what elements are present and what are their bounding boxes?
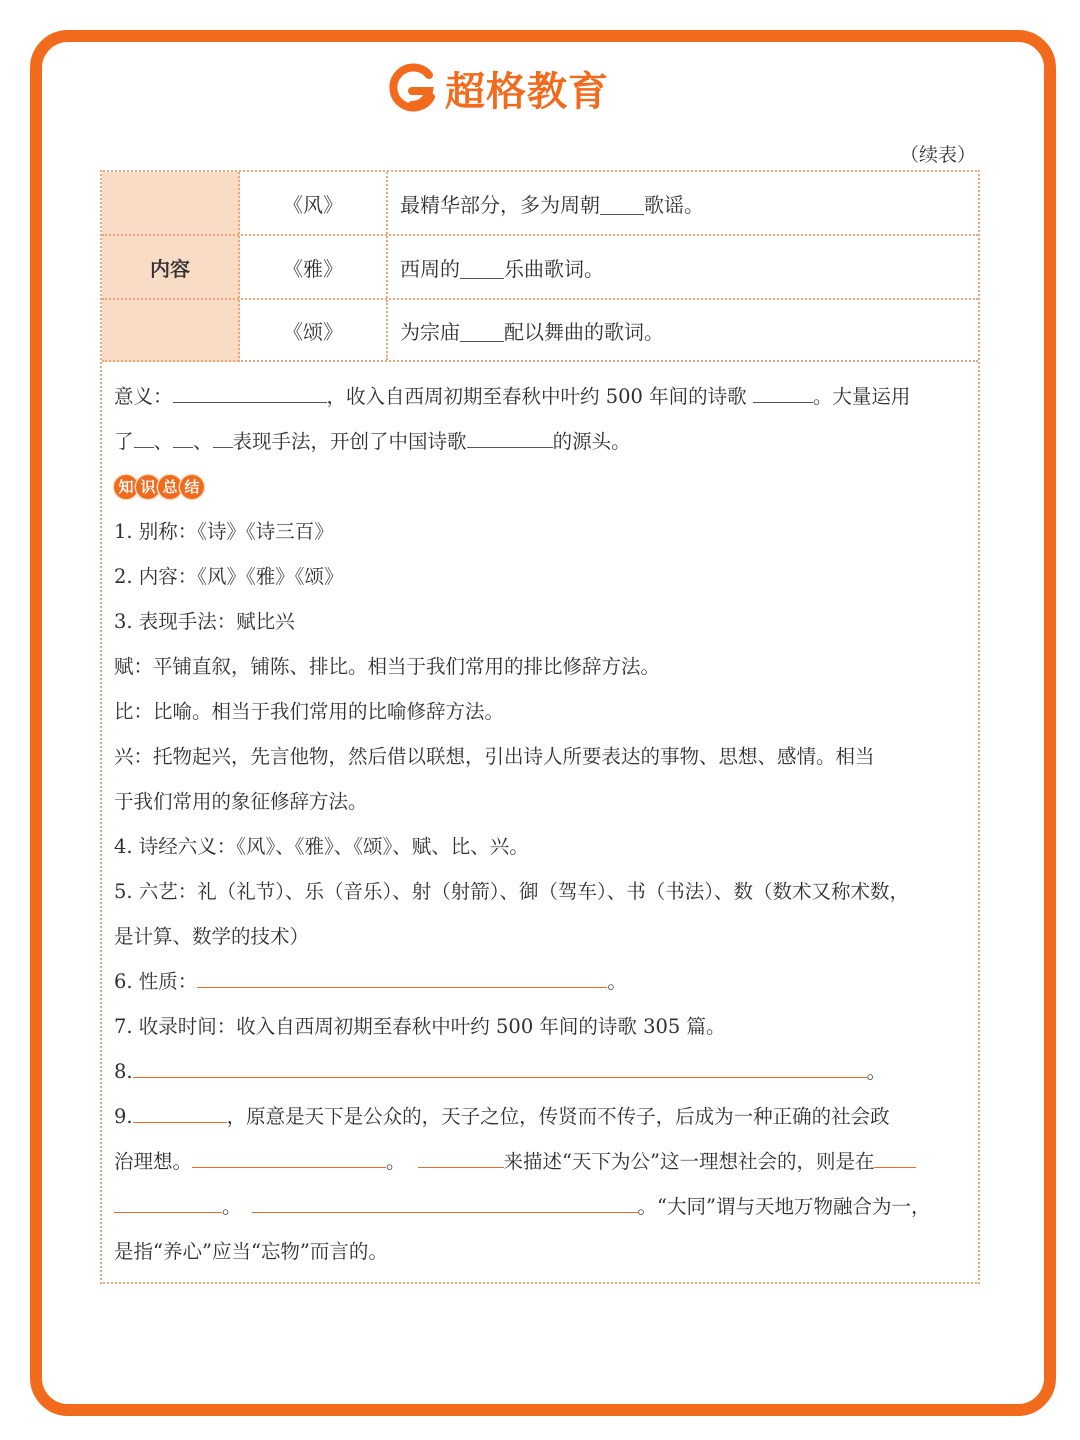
table-body <box>114 374 970 1274</box>
fill-blank[interactable] <box>418 1146 504 1168</box>
poem-desc <box>388 300 978 360</box>
logo-g-icon <box>385 61 439 115</box>
summary-item: 7. 收录时间：收入自西周初期至春秋中叶约 500 年间的诗歌 305 篇。 <box>114 1015 726 1038</box>
fill-blank[interactable] <box>460 256 504 279</box>
fill-blank[interactable] <box>874 1146 916 1168</box>
fill-blank[interactable] <box>173 381 327 403</box>
summary-item: 赋：平铺直叙，铺陈、排比。相当于我们常用的排比修辞方法。 <box>114 655 661 678</box>
summary-item: 兴：托物起兴，先言他物，然后借以联想，引出诗人所要表达的事物、思想、感情。相当 <box>114 745 875 768</box>
fill-blank[interactable] <box>173 426 193 448</box>
summary-item: 4. 诗经六义：《风》、《雅》、《颂》、赋、比、兴。 <box>114 835 529 858</box>
meaning-line: 意义： ，收入自西周初期至春秋中叶约 500 年间的诗歌 。大量运用 <box>114 374 970 419</box>
poem-desc <box>388 172 978 234</box>
table-row <box>102 236 978 300</box>
summary-item: 8. 。 <box>114 1049 970 1094</box>
summary-item: 是指“养心”应当“忘物”而言的。 <box>114 1240 388 1263</box>
fill-blank[interactable] <box>467 426 553 448</box>
fill-blank[interactable] <box>753 381 813 403</box>
fill-blank[interactable] <box>600 192 644 215</box>
meaning-line: 了 、 、 表现手法，开创了中国诗歌 的源头。 <box>114 419 970 464</box>
fill-blank[interactable] <box>252 1191 638 1213</box>
desc-text: 配以舞曲的歌词。 <box>504 319 664 344</box>
desc-text: 西周的 <box>400 256 460 281</box>
fill-blank[interactable] <box>192 1146 386 1168</box>
brand-logo <box>385 60 609 116</box>
fill-blank[interactable] <box>460 319 504 342</box>
desc-text: 歌谣。 <box>644 192 704 217</box>
summary-item: 2. 内容：《风》《雅》《颂》 <box>114 565 344 588</box>
continued-label: （续表） <box>899 144 976 166</box>
summary-item: 治理想。 。 来描述“天下为公”这一理想社会的，则是在 <box>114 1139 970 1184</box>
summary-item: 5. 六艺：礼（礼节）、乐（音乐）、射（射箭）、御（驾车）、书（书法）、数（数术又称术数， <box>114 880 910 903</box>
fill-blank[interactable] <box>213 426 233 448</box>
summary-item: 1. 别称：《诗》《诗三百》 <box>114 520 334 543</box>
summary-item: 于我们常用的象征修辞方法。 <box>114 790 368 813</box>
summary-item: 3. 表现手法：赋比兴 <box>114 610 295 633</box>
content-table <box>100 170 980 1284</box>
table-row <box>102 300 978 362</box>
poem-desc <box>388 236 978 298</box>
desc-text: 为宗庙 <box>400 319 460 344</box>
fill-blank[interactable] <box>133 1101 227 1123</box>
summary-item: 是计算、数学的技术） <box>114 925 310 948</box>
desc-text: 最精华部分，多为周朝 <box>400 192 600 217</box>
summary-badge: 知 识 总 结 <box>114 464 970 509</box>
brand-name: 超格教育 <box>445 68 609 115</box>
summary-item: 9. ，原意是天下是公众的，天子之位，传贤而不传子，后成为一种正确的社会政 <box>114 1094 970 1139</box>
poem-name: 《颂》 <box>240 300 388 360</box>
poem-name: 《雅》 <box>240 236 388 298</box>
fill-blank[interactable] <box>134 426 154 448</box>
summary-item: 6. 性质： 。 <box>114 959 970 1004</box>
poem-name: 《风》 <box>240 172 388 234</box>
desc-text: 乐曲歌词。 <box>504 256 604 281</box>
fill-blank[interactable] <box>114 1191 222 1213</box>
summary-item: 比：比喻。相当于我们常用的比喻修辞方法。 <box>114 700 505 723</box>
summary-item: 。 。“大同”谓与天地万物融合为一， <box>114 1184 970 1229</box>
fill-blank[interactable] <box>197 966 607 988</box>
table-row <box>102 172 978 236</box>
content-header: 内容 <box>102 172 240 362</box>
fill-blank[interactable] <box>133 1056 867 1078</box>
